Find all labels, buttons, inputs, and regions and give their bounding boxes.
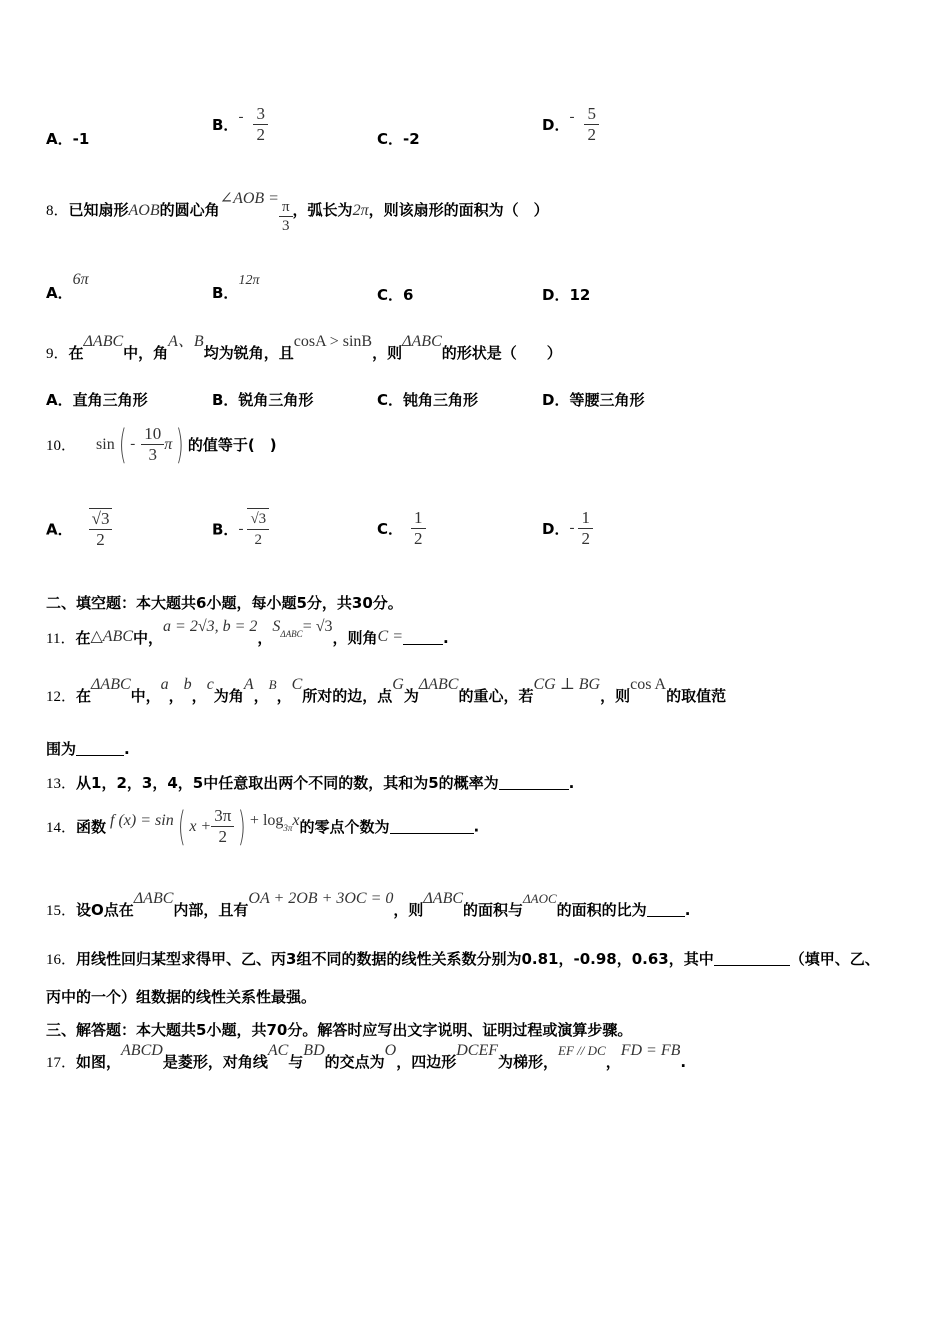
q7-option-c: C．-2 <box>377 130 420 148</box>
question-9: 9．在ΔABC中，角A、B均为锐角，且cosA > sinB，则ΔABC的形状是（ ） <box>46 333 562 362</box>
question-11: 11．在△ABC中，a = 2√3, b = 2，SΔABC= √3，则角C = . <box>46 618 449 647</box>
question-16: 16．用线性回归某型求得甲、乙、丙3组不同的数据的线性关系数分别为0.81，-0.98，0.63，其中 （填甲、乙、 <box>46 950 880 968</box>
q10-option-a: A． $\frac{√3}{2}$ <box>46 508 112 550</box>
question-10: 10． sin( - $\frac{10}{3}$ π) 的值等于( ) <box>46 421 277 468</box>
question-17: 17．如图，ABCD是菱形，对角线AC与BD的交点为O，四边形DCEF为梯形，EF // DC，FD = FB. <box>46 1042 687 1071</box>
question-15: 15．设O点在ΔABC内部，且有OA + 2OB + 3OC = 0，则ΔABC的面积与ΔAOC的面积的比为 . <box>46 890 691 919</box>
section-3-heading: 三、解答题：本大题共5小题，共70分。解答时应写出文字说明、证明过程或演算步骤。 <box>46 1021 633 1039</box>
section-2-heading: 二、填空题：本大题共6小题，每小题5分，共30分。 <box>46 594 403 612</box>
q10-option-b: B．- $\frac{√3}{2}$ <box>212 508 269 550</box>
q9-option-c: C．钝角三角形 <box>377 391 479 409</box>
q7-option-d: D．- $\frac{5}{2}$ <box>542 104 599 145</box>
q8-option-d: D．12 <box>542 286 591 304</box>
q10-option-c: C． $\frac{1}{2}$ <box>377 508 426 549</box>
question-12-cont: 围为 . <box>46 740 130 758</box>
q8-option-a: A．6π <box>46 271 89 302</box>
q7-option-a: A．-1 <box>46 130 90 148</box>
q7-option-b: B．- $\frac{3}{2}$ <box>212 104 268 145</box>
question-14: 14．函数 f (x) = sin( x + $\frac{3\pi}{2}$ ) + log3πx的零点个数为 . <box>46 803 480 850</box>
q9-option-d: D．等腰三角形 <box>542 391 645 409</box>
q9-option-a: A．直角三角形 <box>46 391 148 409</box>
q9-option-b: B．锐角三角形 <box>212 391 314 409</box>
question-12: 12．在ΔABC中，a，b，c为角A，B，C所对的边，点G为ΔABC的重心，若CG ⊥ BG，则cos A的取值范 <box>46 676 727 705</box>
q8-option-c: C．6 <box>377 286 414 304</box>
question-13: 13．从1，2，3，4，5中任意取出两个不同的数，其和为5的概率为 . <box>46 774 575 792</box>
q8-option-b: B．12π <box>212 273 260 302</box>
question-16-cont: 丙中的一个）组数据的线性关系性最强。 <box>46 988 317 1006</box>
q10-option-d: D．- $\frac{1}{2}$ <box>542 508 593 549</box>
question-8: 8．已知扇形AOB的圆心角∠AOB = $\frac{\pi}{3}$ ，弧长为2π，则该扇形的面积为（ ） <box>46 190 549 234</box>
